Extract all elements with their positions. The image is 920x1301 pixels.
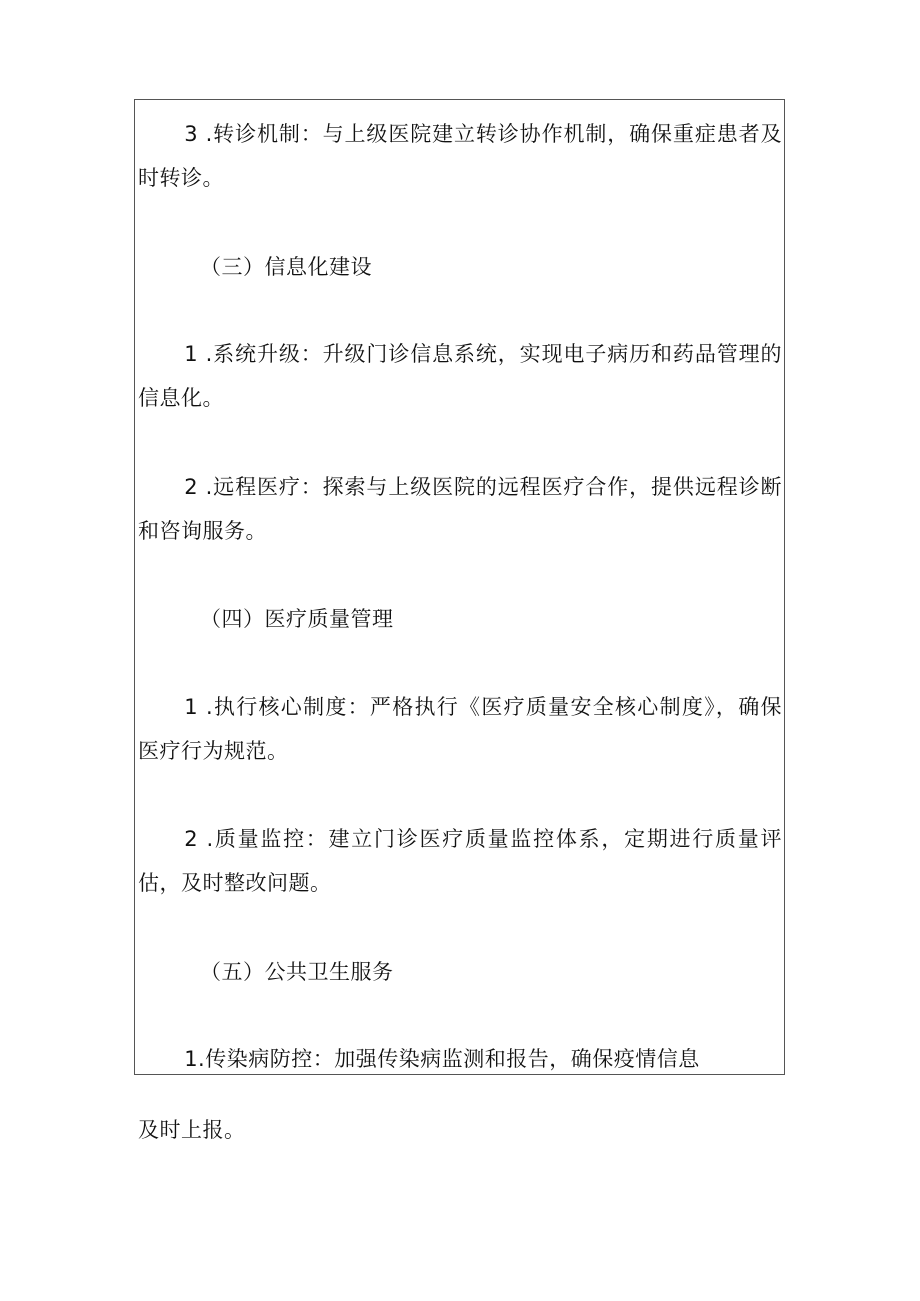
paragraph-epidemic-control: 1.传染病防控：加强传染病监测和报告，确保疫情信息	[184, 1047, 700, 1071]
continuation-text: 及时上报。	[138, 1118, 246, 1142]
section-heading-informatization: （三）信息化建设	[200, 255, 372, 279]
paragraph-referral-mechanism: 3 .转诊机制：与上级医院建立转诊协作机制，确保重症患者及时转诊。	[138, 122, 782, 190]
paragraph-telemedicine: 2 .远程医疗：探索与上级医院的远程医疗合作，提供远程诊断和咨询服务。	[138, 475, 782, 543]
paragraph-core-system: 1 .执行核心制度：严格执行《医疗质量安全核心制度》，确保医疗行为规范。	[138, 695, 782, 763]
section-heading-quality-management: （四）医疗质量管理	[200, 607, 394, 631]
paragraph-quality-monitoring: 2 .质量监控：建立门诊医疗质量监控体系，定期进行质量评估，及时整改问题。	[138, 827, 782, 895]
section-heading-public-health: （五）公共卫生服务	[200, 960, 394, 984]
paragraph-system-upgrade: 1 .系统升级：升级门诊信息系统，实现电子病历和药品管理的信息化。	[138, 342, 782, 410]
